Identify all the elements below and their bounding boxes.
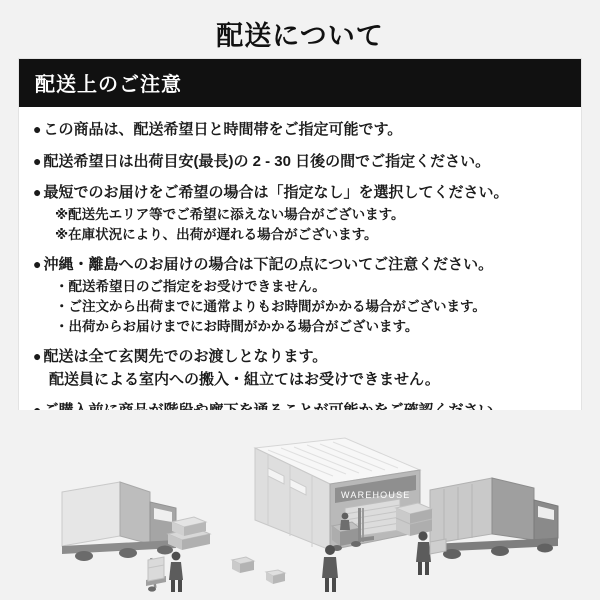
bullet-dot-icon: ●	[33, 121, 42, 137]
list-item	[33, 346, 567, 391]
bullet-text: 最短でのお届けをご希望の場合は「指定なし」を選択してください。	[43, 184, 509, 201]
bullet-text: 配送は全て玄関先でのお渡しとなります。	[43, 348, 328, 366]
bullet-line	[33, 151, 567, 174]
list-item	[33, 254, 567, 337]
bullet-line	[33, 254, 567, 277]
list-item	[33, 119, 567, 142]
sub-note: ・配送希望日のご指定をお受けできません。	[55, 278, 326, 294]
sub-note: ※配送先エリア等でご希望に添えない場合がございます。	[55, 206, 405, 222]
bullet-line	[33, 346, 567, 369]
pallet-stack-left	[168, 517, 210, 550]
sub-note: ※在庫状況により、出荷が遅れる場合がございます。	[55, 226, 378, 242]
bullet-dot-icon: ●	[33, 256, 42, 272]
list-item	[33, 182, 567, 245]
continuation-line: 配送員による室内への搬入・組立てはお受けできません。	[49, 370, 440, 388]
bullet-text: この商品は、配送希望日と時間帯をご指定可能です。	[43, 121, 403, 138]
notice-header: 配送上のご注意	[19, 59, 581, 107]
pallet-stack-right	[396, 503, 432, 536]
bullet-dot-icon: ●	[33, 348, 42, 365]
warehouse-sign-text: WAREHOUSE	[341, 490, 411, 500]
bullet-text: 沖縄・離島へのお届けの場合は下記の点についてご注意ください。	[43, 256, 494, 273]
sub-note: ・出荷からお届けまでにお時間がかかる場合がございます。	[55, 319, 419, 334]
sub-note: ・ご注文から出荷までに通常よりもお時間がかかる場合がございます。	[55, 298, 486, 314]
bullet-dot-icon: ●	[33, 184, 42, 200]
bullet-line	[33, 182, 567, 205]
bullet-line	[33, 119, 567, 142]
notice-body	[19, 107, 581, 441]
bullet-dot-icon: ●	[33, 152, 42, 169]
warehouse-delivery-illustration	[0, 410, 600, 600]
list-item	[33, 151, 567, 174]
bullet-text: 配送希望日は出荷目安(最長)の 2 - 30 日後の間でご指定ください。	[43, 152, 491, 170]
notice-card	[18, 58, 582, 442]
page-title: 配送について	[216, 21, 384, 51]
